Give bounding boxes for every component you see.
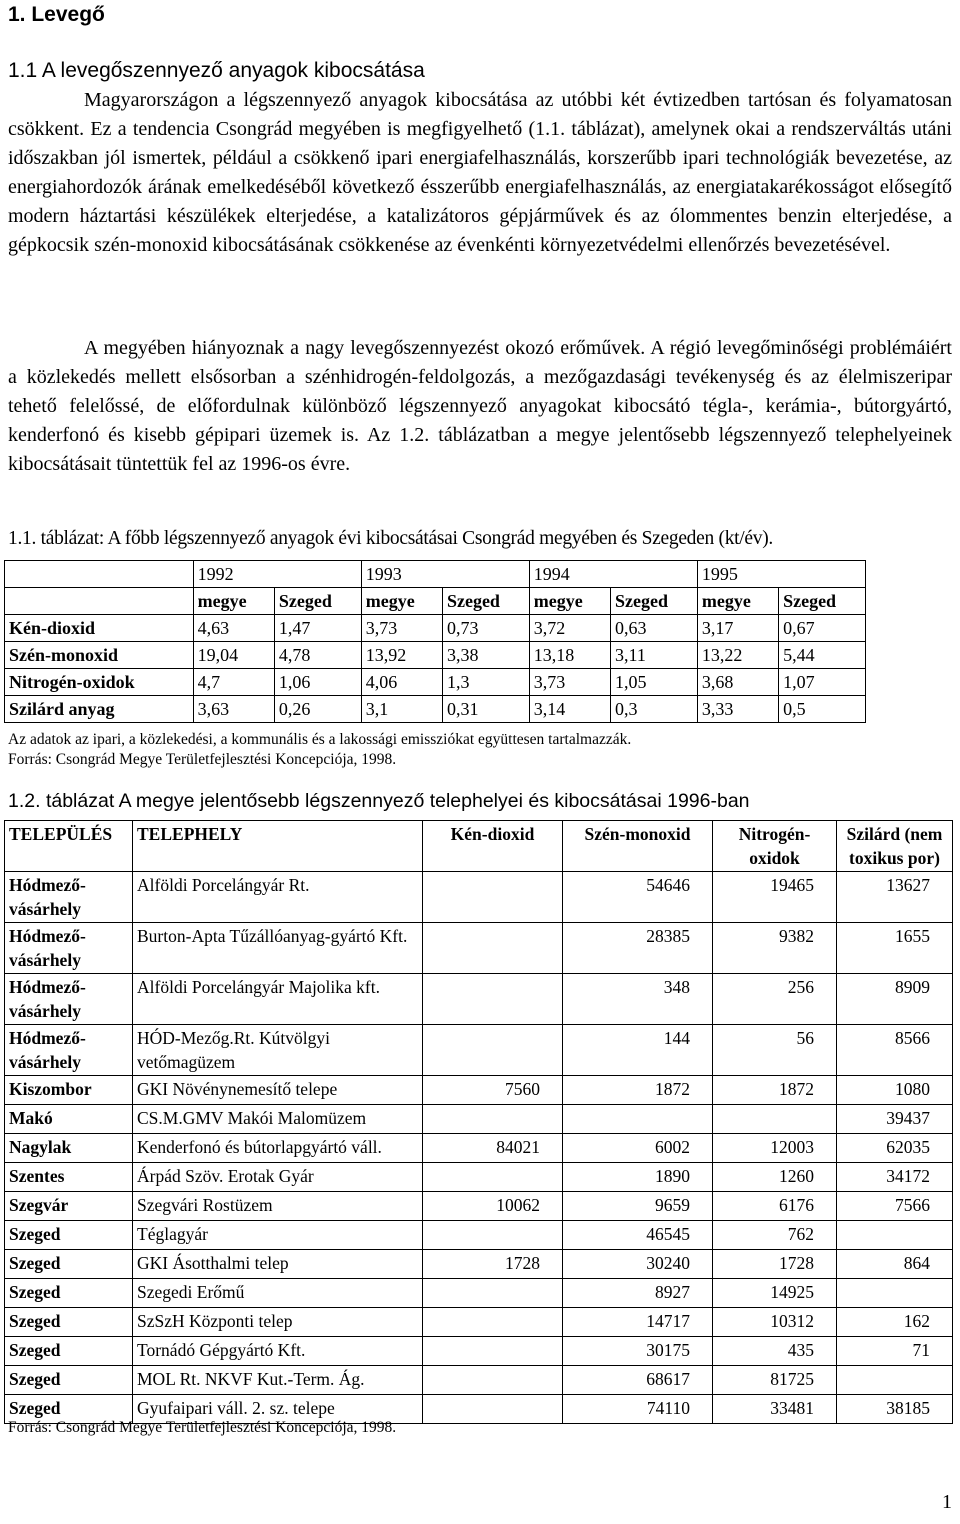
table-cell: 0,67: [779, 615, 866, 642]
subheader-cell: megye: [529, 588, 610, 615]
header-site: TELEPHELY: [133, 821, 423, 872]
table-cell: 0,31: [442, 696, 529, 723]
table-row: [5, 642, 866, 669]
table-cell-so2: [423, 1308, 563, 1337]
table-cell-site: Téglagyár: [133, 1221, 423, 1250]
table-cell-site: GKI Ásotthalmi telep: [133, 1250, 423, 1279]
table-cell-dust: [837, 1279, 953, 1308]
table-cell-so2: [423, 872, 563, 923]
table-cell: 3,33: [697, 696, 778, 723]
table-cell-so2: 84021: [423, 1134, 563, 1163]
table-cell-site: Szegedi Erőmű: [133, 1279, 423, 1308]
table-cell-town: Hódmező-vásárhely: [5, 923, 133, 974]
table-cell: 1,06: [274, 669, 361, 696]
table-cell-so2: [423, 1337, 563, 1366]
table1-subheader-row: [5, 588, 866, 615]
table-cell-town: Hódmező-vásárhely: [5, 1025, 133, 1076]
table-row: [5, 923, 953, 974]
table-cell-nox: 9382: [713, 923, 837, 974]
table-cell-nox: [713, 1105, 837, 1134]
table-cell: 3,73: [529, 669, 610, 696]
table-cell-so2: [423, 1366, 563, 1395]
year-header: 1993: [361, 561, 529, 588]
table-cell: 4,06: [361, 669, 442, 696]
table-cell-site: HÓD-Mezőg.Rt. Kútvölgyi vetőmagüzem: [133, 1025, 423, 1076]
table-cell-dust: 1655: [837, 923, 953, 974]
section-heading: 1.1 A levegőszennyező anyagok kibocsátása: [8, 59, 425, 82]
table-cell-town: Kiszombor: [5, 1076, 133, 1105]
table-cell: 4,78: [274, 642, 361, 669]
table-cell-co: 14717: [563, 1308, 713, 1337]
table-row: [5, 1163, 953, 1192]
table-cell: 3,1: [361, 696, 442, 723]
table-cell-site: Kenderfonó és bútorlapgyártó váll.: [133, 1134, 423, 1163]
table2-body: [5, 872, 953, 1424]
header-co: Szén-monoxid: [563, 821, 713, 872]
table-cell-dust: 71: [837, 1337, 953, 1366]
table-cell-site: CS.M.GMV Makói Malomüzem: [133, 1105, 423, 1134]
table-cell-so2: [423, 1279, 563, 1308]
table-row: [5, 1308, 953, 1337]
table-row: [5, 1134, 953, 1163]
table2-header-row: [5, 821, 953, 872]
table-cell-dust: [837, 1366, 953, 1395]
table-cell-so2: 1728: [423, 1250, 563, 1279]
table-cell-so2: 7560: [423, 1076, 563, 1105]
table-cell-town: Makó: [5, 1105, 133, 1134]
table-row: [5, 974, 953, 1025]
table-cell-so2: [423, 1395, 563, 1424]
table-cell-nox: 256: [713, 974, 837, 1025]
table-cell-nox: 33481: [713, 1395, 837, 1424]
table-cell-town: Hódmező-vásárhely: [5, 974, 133, 1025]
table-cell-town: Szeged: [5, 1279, 133, 1308]
table-cell-nox: 12003: [713, 1134, 837, 1163]
table-cell-town: Nagylak: [5, 1134, 133, 1163]
table-cell-so2: [423, 1025, 563, 1076]
table-cell-co: 6002: [563, 1134, 713, 1163]
table-cell-dust: 38185: [837, 1395, 953, 1424]
header-dust: Szilárd (nem toxikus por): [837, 821, 953, 872]
table-cell-town: Szeged: [5, 1308, 133, 1337]
table-row: [5, 1025, 953, 1076]
table-cell: 1,47: [274, 615, 361, 642]
table-cell-site: Szegvári Rostüzem: [133, 1192, 423, 1221]
header-town: TELEPÜLÉS: [5, 821, 133, 872]
table-cell-co: [563, 1105, 713, 1134]
table-cell-so2: [423, 1105, 563, 1134]
table-cell: 3,63: [193, 696, 274, 723]
table-cell: 3,68: [697, 669, 778, 696]
table-cell-co: 46545: [563, 1221, 713, 1250]
table-cell: 1,3: [442, 669, 529, 696]
table1-year-row: [5, 561, 866, 588]
header-so2: Kén-dioxid: [423, 821, 563, 872]
table-cell-town: Szeged: [5, 1221, 133, 1250]
pollutant-label: Szilárd anyag: [5, 696, 194, 723]
table-cell-co: 28385: [563, 923, 713, 974]
table-row: [5, 669, 866, 696]
table-cell-nox: 14925: [713, 1279, 837, 1308]
table-cell-site: MOL Rt. NKVF Kut.-Term. Ág.: [133, 1366, 423, 1395]
table-cell-dust: 8566: [837, 1025, 953, 1076]
pollutant-label: Szén-monoxid: [5, 642, 194, 669]
subheader-cell: Szeged: [611, 588, 698, 615]
subheader-cell: Szeged: [779, 588, 866, 615]
table-row: [5, 1221, 953, 1250]
table-cell-dust: 7566: [837, 1192, 953, 1221]
year-header: 1995: [697, 561, 865, 588]
table-cell-co: 30240: [563, 1250, 713, 1279]
table-cell: 0,3: [611, 696, 698, 723]
table-cell-site: Burton-Apta Tűzállóanyag-gyártó Kft.: [133, 923, 423, 974]
table-cell-dust: [837, 1221, 953, 1250]
table-cell-nox: 56: [713, 1025, 837, 1076]
table-cell-site: GKI Növénynemesítő telepe: [133, 1076, 423, 1105]
table-cell: 0,26: [274, 696, 361, 723]
table-cell-site: Gyufaipari váll. 2. sz. telepe: [133, 1395, 423, 1424]
table-cell: 19,04: [193, 642, 274, 669]
table-cell: 0,5: [779, 696, 866, 723]
table-cell-nox: 6176: [713, 1192, 837, 1221]
table-cell-nox: 81725: [713, 1366, 837, 1395]
table-cell-town: Szeged: [5, 1395, 133, 1424]
subheader-cell: Szeged: [442, 588, 529, 615]
table-cell-so2: 10062: [423, 1192, 563, 1221]
table-cell-town: Szeged: [5, 1366, 133, 1395]
table-cell: 13,18: [529, 642, 610, 669]
table-row: [5, 1076, 953, 1105]
table-cell-co: 9659: [563, 1192, 713, 1221]
table-cell: 5,44: [779, 642, 866, 669]
table-cell-town: Szentes: [5, 1163, 133, 1192]
table-cell: 3,72: [529, 615, 610, 642]
table-cell-co: 1890: [563, 1163, 713, 1192]
table-cell-site: Alföldi Porcelángyár Rt.: [133, 872, 423, 923]
table-cell-co: 30175: [563, 1337, 713, 1366]
table-row: [5, 1279, 953, 1308]
table-cell-nox: 1260: [713, 1163, 837, 1192]
table-cell-dust: 1080: [837, 1076, 953, 1105]
table-cell-so2: [423, 1221, 563, 1250]
table-cell-so2: [423, 974, 563, 1025]
table-cell: 0,63: [611, 615, 698, 642]
table-cell-dust: 39437: [837, 1105, 953, 1134]
table-cell-co: 348: [563, 974, 713, 1025]
table-cell-dust: 8909: [837, 974, 953, 1025]
subheader-cell: megye: [193, 588, 274, 615]
table-cell: 13,22: [697, 642, 778, 669]
subheader-cell: megye: [697, 588, 778, 615]
table1-source: Forrás: Csongrád Megye Területfejlesztési Koncepciója, 1998.: [8, 751, 397, 768]
table-cell-dust: 62035: [837, 1134, 953, 1163]
table-cell-nox: 435: [713, 1337, 837, 1366]
table-cell: 4,7: [193, 669, 274, 696]
paragraph-2: A megyében hiányoznak a nagy levegőszennyezést okozó erőművek. A régió levegőminőségi problémáiért a közlekedés mellett elsősorban a szénhidrogén-feldolgozás, a mezőgazdasági tevékenység és az élelmiszeripar tehető felelőssé, de előfordulnak különböző légszennyező anyagokat kibocsátó tégla-, kerámia-, bútorgyártó, kenderfonó és kisebb gépipari üzemek is. Az 1.2. táblázatban a megye jelentősebb légszennyező telephelyeinek kibocsátásait tüntettük fel az 1996-os évre.: [8, 337, 952, 475]
table-cell-co: 144: [563, 1025, 713, 1076]
table-row: [5, 1192, 953, 1221]
table-cell-nox: 762: [713, 1221, 837, 1250]
table-cell-town: Szeged: [5, 1337, 133, 1366]
pollutant-label: Kén-dioxid: [5, 615, 194, 642]
subheader-cell: Szeged: [274, 588, 361, 615]
table-cell-so2: [423, 923, 563, 974]
table-cell-dust: 864: [837, 1250, 953, 1279]
table-cell-nox: 1872: [713, 1076, 837, 1105]
year-header: 1994: [529, 561, 697, 588]
table-row: [5, 1366, 953, 1395]
table-cell: 0,73: [442, 615, 529, 642]
table1-note: Az adatok az ipari, a közlekedési, a kommunális és a lakossági emissziókat együttesen tartalmazzák.: [8, 731, 632, 748]
table-cell-dust: 162: [837, 1308, 953, 1337]
table1-corner: [5, 588, 194, 615]
table-cell-co: 8927: [563, 1279, 713, 1308]
subheader-cell: megye: [361, 588, 442, 615]
table-cell-nox: 19465: [713, 872, 837, 923]
table2-source: Forrás: Csongrád Megye Területfejlesztési Koncepciója, 1998.: [8, 1419, 397, 1436]
table-cell-town: Szeged: [5, 1250, 133, 1279]
paragraph-1: Magyarországon a légszennyező anyagok kibocsátása az utóbbi két évtizedben tartósan és folyamatosan csökkent. Ez a tendencia Csongrád megyében is megfigyelhető (1.1. táblázat), amelynek okai a rendszerváltás utáni időszakban jól ismertek, például a csökkenő ipari energiafelhasználás, korszerűbb ipari technológiák bevezetése, az energiahordozók árának emelkedéséből következő ésszerűbb energiafelhasználás, az energiatakarékosságot elősegítő modern háztartási készülékek elterjedése, a katalizátoros gépjárművek és az ólommentes benzin elterjedése, a gépkocsik szén-monoxid kibocsátásának csökkenése az évenkénti környezetvédelmi ellenőrzés bevezetésével.: [8, 89, 952, 256]
year-header: 1992: [193, 561, 361, 588]
table-cell-site: Alföldi Porcelángyár Majolika kft.: [133, 974, 423, 1025]
table-cell-site: Tornádó Gépgyártó Kft.: [133, 1337, 423, 1366]
pollutant-label: Nitrogén-oxidok: [5, 669, 194, 696]
table-cell: 1,05: [611, 669, 698, 696]
table-cell-dust: 34172: [837, 1163, 953, 1192]
table-cell-town: Hódmező-vásárhely: [5, 872, 133, 923]
table-cell-dust: 13627: [837, 872, 953, 923]
table-row: [5, 1105, 953, 1134]
table-cell: 3,17: [697, 615, 778, 642]
table-row: [5, 615, 866, 642]
table-row: [5, 1250, 953, 1279]
header-nox: Nitrogén-oxidok: [713, 821, 837, 872]
table-cell-site: Árpád Szöv. Erotak Gyár: [133, 1163, 423, 1192]
table1-caption: 1.1. táblázat: A főbb légszennyező anyagok évi kibocsátásai Csongrád megyében és Szegeden (kt/év).: [8, 528, 773, 549]
table-cell-co: 74110: [563, 1395, 713, 1424]
table-cell-co: 1872: [563, 1076, 713, 1105]
table-cell: 1,07: [779, 669, 866, 696]
table-cell: 3,73: [361, 615, 442, 642]
table-cell: 3,38: [442, 642, 529, 669]
table-cell-so2: [423, 1163, 563, 1192]
table-cell: 3,14: [529, 696, 610, 723]
table-row: [5, 696, 866, 723]
table-cell-nox: 1728: [713, 1250, 837, 1279]
emissions-table: [4, 560, 866, 723]
chapter-heading: 1. Levegő: [8, 3, 105, 26]
table-cell-co: 68617: [563, 1366, 713, 1395]
table2-caption: 1.2. táblázat A megye jelentősebb légszennyező telephelyei és kibocsátásai 1996-ban: [8, 790, 750, 812]
table-row: [5, 1337, 953, 1366]
table-cell-site: SzSzH Központi telep: [133, 1308, 423, 1337]
table-cell-nox: 10312: [713, 1308, 837, 1337]
table-cell-town: Szegvár: [5, 1192, 133, 1221]
table-cell: 13,92: [361, 642, 442, 669]
sites-table: [4, 820, 953, 1424]
table1-corner: [5, 561, 194, 588]
table-cell: 4,63: [193, 615, 274, 642]
table-row: [5, 872, 953, 923]
page-number: 1: [942, 1491, 952, 1513]
table-cell-co: 54646: [563, 872, 713, 923]
table-cell: 3,11: [611, 642, 698, 669]
